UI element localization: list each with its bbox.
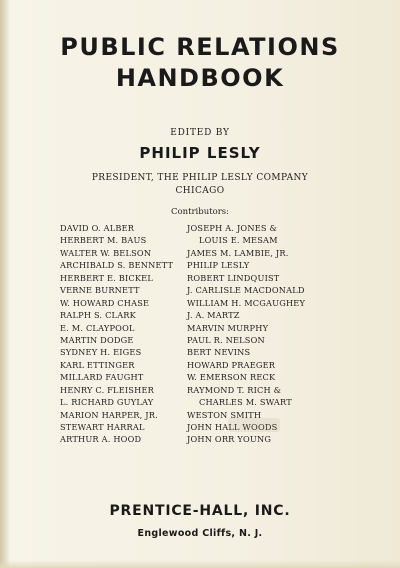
contributors-right-column: [187, 222, 305, 446]
edited-by-label: EDITED BY: [170, 128, 230, 138]
contributor-name: E. M. CLAYPOOL: [60, 322, 135, 333]
contributor-name: MARION HARPER, JR.: [60, 409, 158, 420]
contributor-name: KARL ETTINGER: [60, 359, 135, 370]
contributor-name: ROBERT LINDQUIST: [187, 272, 280, 283]
contributor-name: LOUIS E. MESAM: [199, 235, 278, 246]
contributor-name: HOWARD PRAEGER: [187, 359, 276, 370]
contributors-heading: Contributors:: [170, 207, 230, 217]
editor-name: PHILIP LESLY: [139, 144, 261, 162]
contributor-name: HERBERT E. BICKEL: [60, 272, 153, 283]
contributor-name: WESTON SMITH: [187, 409, 262, 420]
contributor-name: RAYMOND T. RICH &: [187, 384, 282, 395]
contributor-name: DAVID O. ALBER: [60, 223, 135, 233]
contributor-name: MARVIN MURPHY: [187, 322, 269, 333]
contributor-name: SYDNEY H. EIGES: [60, 347, 142, 358]
contributor-name: MARTIN DODGE: [60, 334, 134, 345]
contributor-name: HENRY C. FLEISHER: [60, 384, 154, 395]
contributor-name: JOSEPH A. JONES &: [187, 223, 277, 233]
publisher-name: PRENTICE-HALL, INC.: [109, 503, 291, 519]
publisher-location: Englewood Cliffs, N. J.: [137, 528, 263, 539]
contributor-name: MILLARD FAUGHT: [60, 372, 144, 383]
contributor-name: ARCHIBALD S. BENNETT: [60, 260, 174, 271]
contributor-name: L. RICHARD GUYLAY: [60, 397, 154, 408]
book-title-line-1: PUBLIC RELATIONS: [60, 33, 340, 61]
contributor-name: PHILIP LESLY: [187, 260, 250, 271]
contributor-name: VERNE BURNETT: [60, 285, 140, 296]
contributor-name: BERT NEVINS: [187, 347, 251, 358]
contributor-name: W. HOWARD CHASE: [60, 297, 150, 308]
contributor-name: ARTHUR A. HOOD: [60, 434, 142, 445]
contributor-name: CHARLES M. SWART: [199, 397, 292, 408]
contributor-name: J. CARLISLE MACDONALD: [187, 285, 305, 296]
faded-stamp-mark: [228, 418, 280, 432]
contributor-name: J. A. MARTZ: [187, 310, 240, 321]
contributor-name: W. EMERSON RECK: [187, 372, 276, 383]
contributor-name: WALTER W. BELSON: [60, 247, 152, 258]
contributor-name: STEWART HARRAL: [60, 422, 145, 432]
contributor-name: JOHN ORR YOUNG: [187, 434, 272, 445]
contributors-left-column: [60, 222, 173, 446]
editor-city: CHICAGO: [175, 186, 225, 196]
contributor-name: RALPH S. CLARK: [60, 310, 136, 321]
editor-affiliation: PRESIDENT, THE PHILIP LESLY COMPANY: [91, 173, 309, 183]
page-edge: [0, 560, 400, 568]
contributor-name: JAMES M. LAMBIE, JR.: [187, 247, 289, 258]
contributor-name: JOHN HALL WOODS: [187, 422, 278, 432]
contributor-name: PAUL R. NELSON: [187, 334, 265, 345]
contributor-name: WILLIAM H. MCGAUGHEY: [187, 297, 306, 308]
contributor-name: HERBERT M. BAUS: [60, 235, 147, 246]
book-title-line-2: HANDBOOK: [115, 64, 285, 92]
